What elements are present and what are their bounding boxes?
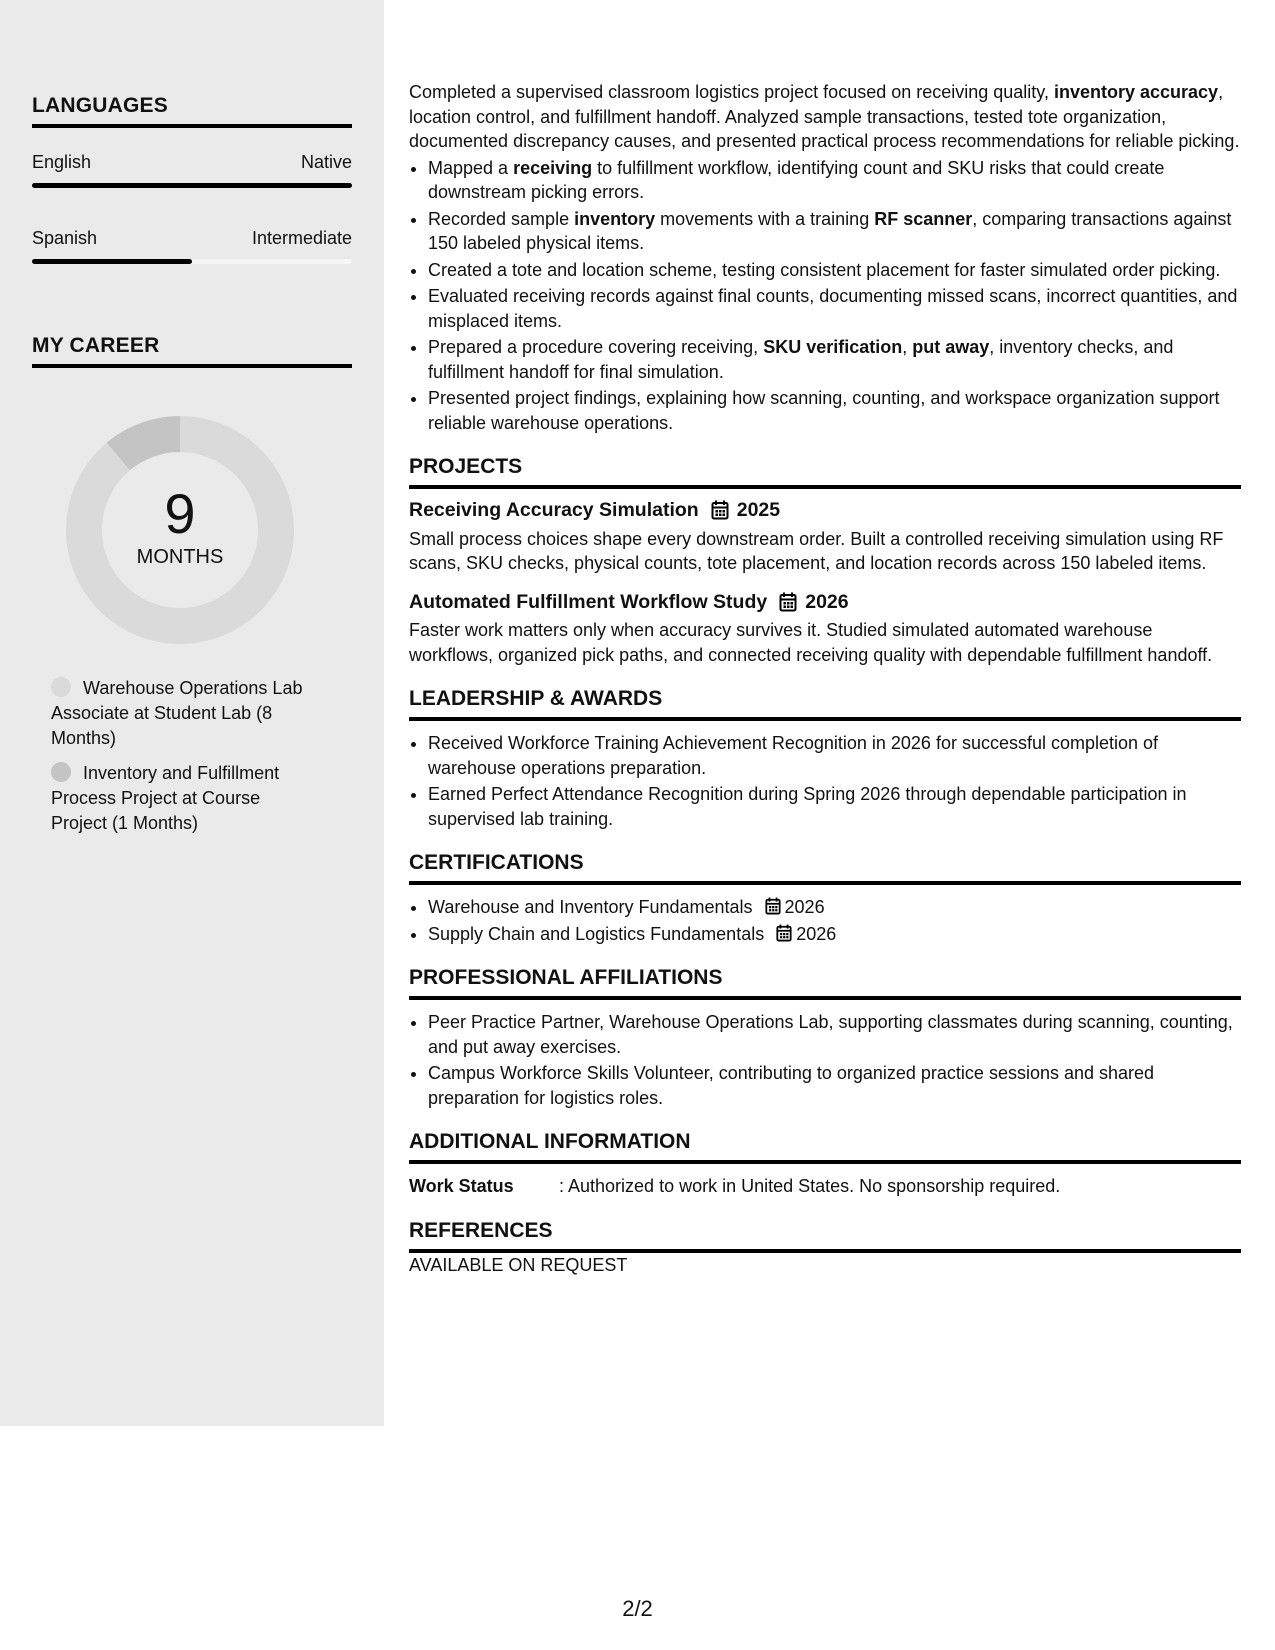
legend-dot [51,677,71,697]
work-status-value: : Authorized to work in United States. No sponsorship required. [559,1176,1061,1196]
project-title: Receiving Accuracy Simulation [409,499,699,521]
additional-info-heading: ADDITIONAL INFORMATION [409,1128,1241,1164]
bullet-text: Prepared a procedure covering receiving, [428,337,764,357]
main-content [409,80,1241,1277]
certification-name: Supply Chain and Logistics Fundamentals [428,923,765,944]
list-item: • Created a tote and location scheme, testing consistent placement for faster simulated order picking. [428,258,1241,283]
intro-paragraph [409,80,1241,154]
language-level: Native [300,152,352,172]
intro-text: , location control, and fulfillment handoff. Analyzed sample transactions, tested tote organization, documented discrepancy causes, and presented practical process recommendations for reliable picking. [409,82,1240,151]
language-proficiency-fill [32,259,192,264]
languages-section [32,94,352,264]
experience-bullets [409,156,1241,436]
project-title-row [409,590,1241,615]
affiliations-heading: PROFESSIONAL AFFILIATIONS [409,964,1241,1000]
language-proficiency-bar [32,259,352,264]
certification-name: Warehouse and Inventory Fundamentals [428,897,753,917]
sidebar [0,0,384,1426]
references-heading: REFERENCES [409,1217,1241,1253]
affiliations-list [409,1010,1241,1110]
list-item: • Campus Workforce Skills Volunteer, contributing to organized practice sessions and shared preparation for logistics roles. [428,1061,1241,1110]
legend-label: Inventory and Fulfillment Process Project at Course Project (1 Months) [51,763,280,833]
project-year: 2026 [805,590,849,613]
list-item [428,207,1241,256]
list-item: • Earned Perfect Attendance Recognition during Spring 2026 through dependable participation in supervised lab training. [428,782,1241,831]
intro-keyword: inventory accuracy [1053,82,1219,102]
language-level: Intermediate [251,228,352,248]
language-item [32,228,352,249]
career-total-value: 9 [164,482,196,545]
page-number: 2/2 [622,1596,653,1621]
language-proficiency-bar [32,183,352,188]
list-item [428,895,1241,920]
career-total-unit: MONTHS [136,546,224,568]
work-status-label: Work Status [409,1176,514,1196]
list-item: • Received Workforce Training Achievement Recognition in 2026 for successful completion of warehouse operations preparation. [428,731,1241,780]
intro-text: Completed a supervised classroom logistics project focused on receiving quality, [409,82,1054,102]
certification-year: 2026 [796,923,837,944]
bullet-text: Mapped a [428,157,514,178]
calendar-icon [765,897,781,915]
career-heading: MY CAREER [32,334,352,368]
project-year: 2025 [736,499,781,521]
calendar-icon [776,924,792,942]
project-description: Faster work matters only when accuracy survives it. Studied simulated automated warehouse workflows, organized pick paths, and connected receiving quality with dependable fulfillment handoff. [409,620,1213,665]
certifications-list [409,895,1241,946]
calendar-icon [779,592,797,612]
list-item [428,335,1241,384]
career-legend [51,676,321,846]
legend-dot [51,762,71,782]
list-item: • Presented project findings, explaining how scanning, counting, and workspace organization support reliable warehouse operations. [428,386,1241,435]
bullet-text: , comparing transactions against 150 labeled physical items. [428,208,1232,253]
certification-year: 2026 [784,897,825,917]
language-name: English [32,152,92,172]
legend-item [51,761,321,836]
language-item [32,152,352,173]
legend-item [51,676,321,751]
bullet-text: movements with a training [655,208,875,229]
legend-label: Warehouse Operations Lab Associate at Student Lab (8 Months) [51,678,303,748]
list-item: • Evaluated receiving records against final counts, documenting missed scans, incorrect quantities, and misplaced items. [428,284,1241,333]
bullet-text: , inventory checks, and fulfillment handoff for final simulation. [428,337,1174,382]
languages-heading: LANGUAGES [32,94,352,128]
bullet-keyword: receiving [513,157,593,178]
career-total [66,482,294,569]
projects-heading: PROJECTS [409,453,1241,489]
bullet-text: to fulfillment workflow, identifying count and SKU risks that could create downstream picking errors. [428,157,1165,202]
list-item [428,156,1241,205]
work-status-row [409,1174,1241,1199]
project-title: Automated Fulfillment Workflow Study [409,590,768,613]
list-item [428,922,1241,947]
list-item: • Peer Practice Partner, Warehouse Operations Lab, supporting classmates during scanning, counting, and put away exercises. [428,1010,1241,1059]
bullet-keyword: inventory [574,208,656,229]
bullet-keyword: put away [912,337,990,357]
career-section [32,334,352,368]
bullet-keyword: RF scanner [874,208,973,229]
project-title-row [409,498,1241,523]
references-text: AVAILABLE ON REQUEST [409,1254,628,1275]
bullet-text: Recorded sample [428,208,575,229]
project-description: Small process choices shape every downstream order. Built a controlled receiving simulation using RF scans, SKU checks, physical counts, tote placement, and location records across 150 labeled items. [409,528,1224,573]
leadership-heading: LEADERSHIP & AWARDS [409,685,1241,721]
bullet-keyword: SKU verification [763,337,903,357]
leadership-list [409,731,1241,831]
bullet-text: , [902,337,913,357]
certifications-heading: CERTIFICATIONS [409,849,1241,885]
calendar-icon [711,500,729,520]
language-name: Spanish [32,228,98,248]
language-proficiency-fill [32,183,352,188]
